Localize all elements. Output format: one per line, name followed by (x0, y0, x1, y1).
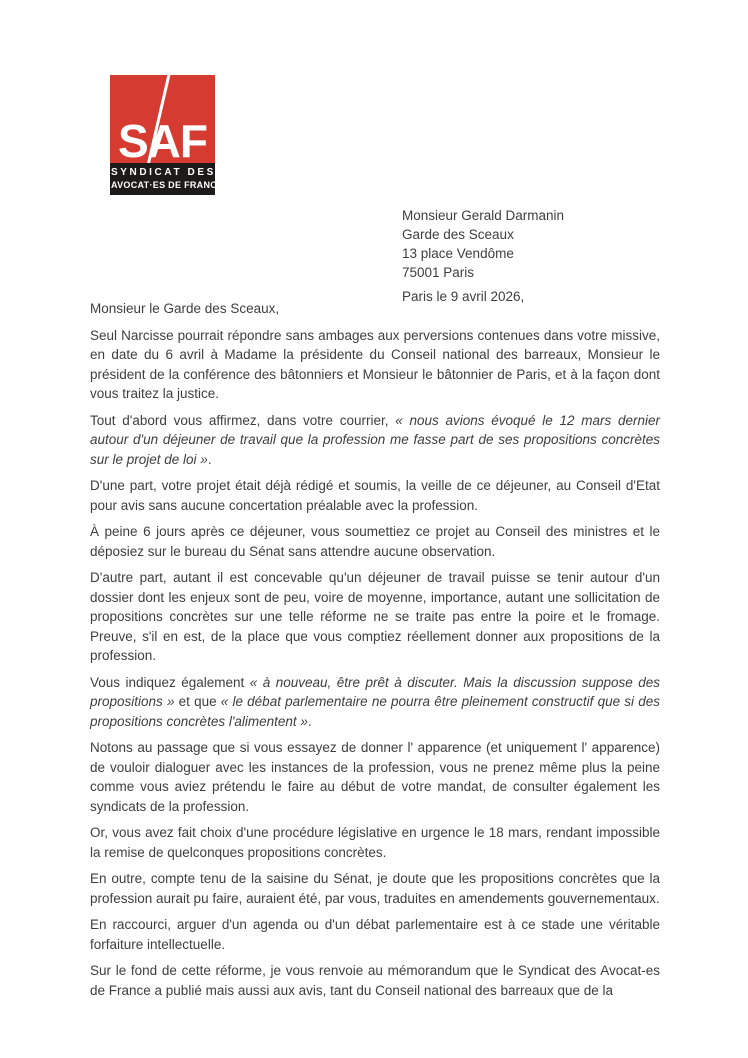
paragraph-text: et que (174, 694, 221, 709)
letter-paragraphs (90, 326, 660, 1001)
letter-paragraph (90, 823, 660, 862)
paragraph-text: Or, vous avez fait choix d'une procédure législative en urgence le 18 mars, rendant impossible la remise de quelconques propositions concrètes. (90, 825, 660, 860)
paragraph-text: Seul Narcisse pourrait répondre sans ambages aux perversions contenues dans votre missive, en date du 6 avril à Madame la présidente du Conseil national des barreaux, Monsieur le président de la conférence des bâtonniers et Monsieur le bâtonnier de Paris, et à la façon dont vous traitez la justice. (90, 327, 660, 401)
letter-paragraph (90, 869, 660, 908)
letter-paragraph (90, 961, 660, 1000)
paragraph-text: Vous indiquez également (90, 674, 250, 690)
quoted-text: « à nouveau, être prêt à discuter. Mais la discussion suppose des propositions » (90, 674, 660, 709)
saf-logo-acronym: SAF (118, 114, 207, 163)
paragraph-text: À peine 6 jours après ce déjeuner, vous soumettiez ce projet au Conseil des ministres et le déposiez sur le bureau du Sénat sans attendre aucune observation. (90, 524, 660, 559)
saf-logo-black-band (110, 163, 224, 195)
dateline: Paris le 9 avril 2026, (402, 289, 525, 304)
letter-paragraph (90, 673, 660, 732)
paragraph-text: En outre, compte tenu de la saisine du Sénat, je doute que les propositions concrètes que la profession aurait pu faire, auraient été, par vous, traduites en amendements gouvernementaux. (90, 871, 660, 906)
paragraph-text: D'une part, votre projet était déjà rédigé et soumis, la veille de ce déjeuner, au Conseil d'Etat pour avis sans aucune concertation préalable avec la profession. (90, 478, 660, 513)
paragraph-text: Tout d'abord vous affirmez, dans votre courrier, (90, 412, 396, 428)
recipient-line: 13 place Vendôme (402, 246, 514, 261)
letter-body (90, 299, 660, 1007)
paragraph-text: . (207, 451, 212, 467)
letter-paragraph (90, 476, 660, 515)
recipient-line: Garde des Sceaux (402, 227, 514, 242)
letter-paragraph (90, 568, 660, 666)
letter-paragraph (90, 411, 660, 470)
paragraph-text: D'autre part, autant il est concevable qu'un déjeuner de travail puisse se tenir autour d'un dossier dont les enjeux sont de peu, voire de moyenne, importance, autant une sollicitation de propositions concrètes sur une telle réforme ne se traite pas entre la poire et le fromage. Preuve, s'il en est, de la place que vous comptiez réellement donner aux propositions de la profession. (90, 570, 660, 663)
letter-paragraph (90, 522, 660, 561)
saf-logo-red-block (110, 75, 215, 163)
recipient-line: 75001 Paris (402, 265, 475, 280)
saf-logo (110, 75, 224, 195)
quoted-text: « le débat parlementaire ne pourra être pleinement constructif que si des propositions concrètes l'alimentent » (90, 694, 660, 729)
letter-paragraph (90, 738, 660, 816)
paragraph-text: Sur le fond de cette réforme, je vous renvoie au mémorandum que le Syndicat des Avocat-es de France a publié mais aussi aux avis, tant du Conseil national des barreaux que de la (90, 963, 660, 998)
letter-paragraph (90, 326, 660, 404)
quoted-text: « nous avions évoqué le 12 mars dernier autour d'un déjeuner de travail que la profession me fasse part de ses propositions concrètes sur le projet de loi » (90, 412, 660, 467)
paragraph-text: . (307, 713, 312, 729)
paragraph-text: En raccourci, arguer d'un agenda ou d'un débat parlementaire est à ce stade une véritable forfaiture intellectuelle. (90, 917, 660, 952)
paragraph-text: Notons au passage que si vous essayez de donner l' apparence (et uniquement l' apparence) de vouloir dialoguer avec les instances de la profession, vous ne prenez même plus la peine comme vous aviez prétendu le faire au début de votre mandat, de consulter également les syndicats de la profession. (90, 740, 660, 814)
recipient-block (402, 206, 564, 282)
saf-logo-line1: SYNDICAT DES (111, 167, 216, 178)
letter-paragraph (90, 915, 660, 954)
recipient-line: Monsieur Gerald Darmanin (402, 208, 565, 223)
salutation: Monsieur le Garde des Sceaux, (90, 301, 280, 316)
saf-logo-line2: AVOCAT·ES DE FRANCE (111, 180, 224, 190)
